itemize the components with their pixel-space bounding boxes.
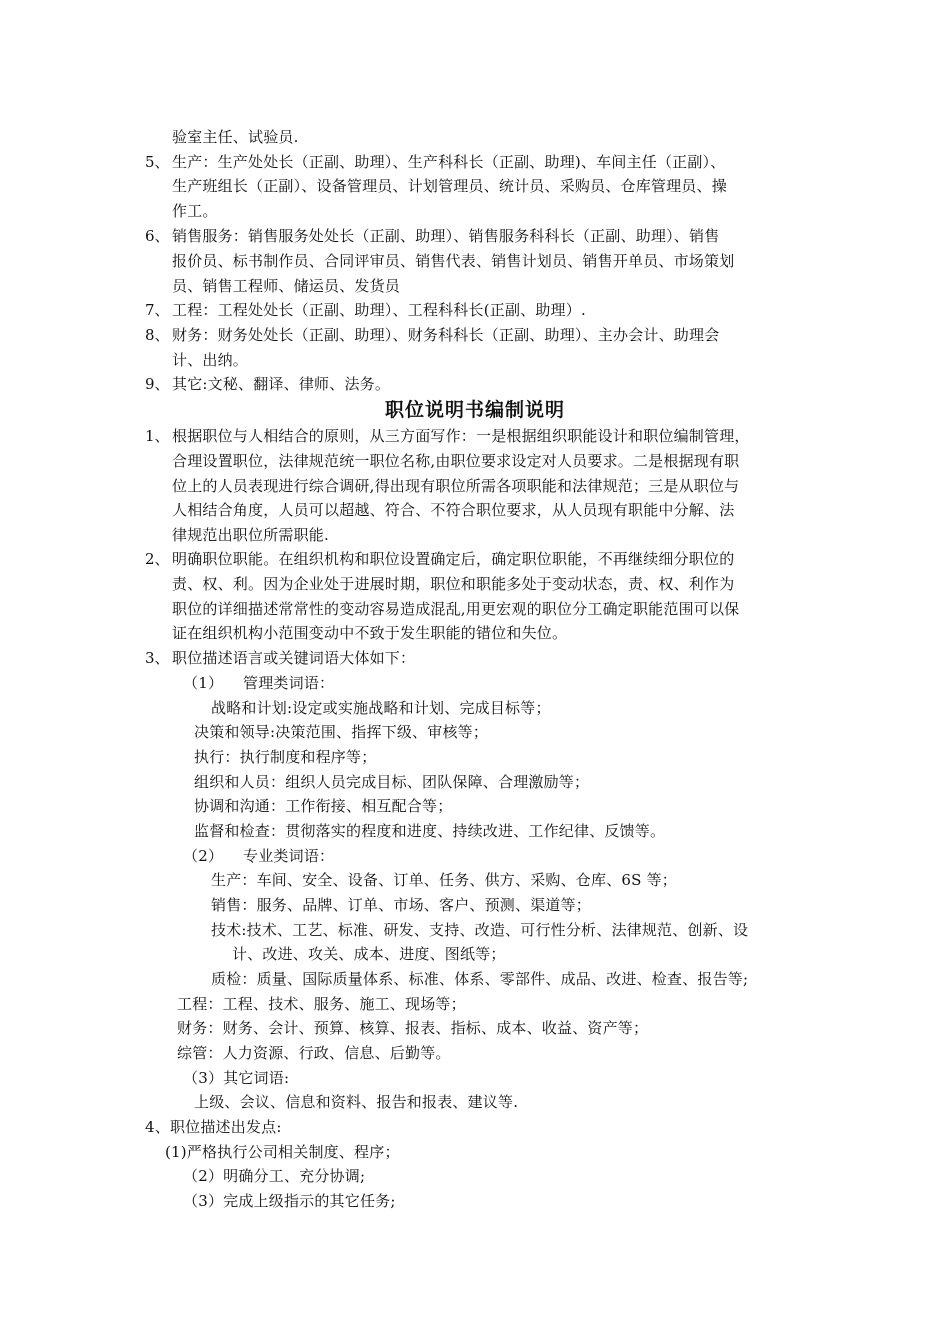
- list-item-text: 报价员、标书制作员、合同评审员、销售代表、销售计划员、销售开单员、市场策划: [172, 252, 735, 270]
- list-item-text: 协调和沟通：工作衔接、相互配合等；: [194, 797, 453, 815]
- list-item-text: （3）完成上级指示的其它任务;: [183, 1192, 396, 1210]
- list-item-text: 人相结合角度，人员可以超越、符合、不符合职位要求，从人员现有职能中分解、法: [172, 501, 735, 519]
- list-item-text: 作工。: [172, 202, 218, 220]
- subsection-heading: （2） 专业类词语：: [183, 847, 335, 865]
- list-item-text: 明确职位职能。在组织机构和职位设置确定后，确定职位职能，不再继续细分职位的: [172, 550, 735, 568]
- list-item-text: 律规范出职位所需职能.: [172, 526, 329, 544]
- list-item-text: 组织和人员：组织人员完成目标、团队保障、合理激励等；: [194, 773, 590, 791]
- list-number: 3、: [145, 649, 170, 667]
- list-item-text: 战略和计划:设定或实施战略和计划、完成目标等；: [211, 699, 551, 717]
- list-number: 2、: [145, 550, 170, 568]
- list-number: 8、: [145, 326, 170, 344]
- list-number: 9、: [145, 375, 170, 393]
- list-item-text: 计、改进、攻关、成本、进度、图纸等；: [232, 945, 506, 963]
- list-item-text: （2）明确分工、充分协调;: [183, 1167, 366, 1185]
- subsection-heading: （1） 管理类词语：: [183, 674, 335, 692]
- list-number: 6、: [145, 227, 170, 245]
- list-item-text: 销售：服务、品牌、订单、市场、客户、预测、渠道等；: [211, 896, 592, 914]
- list-item-text: (1)严格执行公司相关制度、程序；: [165, 1143, 400, 1161]
- list-item-text: 工程：工程、技术、服务、施工、现场等；: [177, 995, 466, 1013]
- list-item-text: 位上的人员表现进行综合调研,得出现有职位所需各项职能和法律规范；三是从职位与: [172, 477, 740, 495]
- list-item-text: 合理设置职位，法律规范统一职位名称,由职位要求设定对人员要求。二是根据现有职: [172, 452, 740, 470]
- list-item-text: 职位的详细描述常常性的变动容易造成混乱,用更宏观的职位分工确定职能范围可以保: [172, 600, 740, 618]
- list-item-text: 根据职位与人相结合的原则，从三方面写作：一是根据组织职能设计和职位编制管理，: [172, 427, 750, 445]
- list-item-text: 生产：车间、安全、设备、订单、任务、供方、采购、仓库、6S 等；: [211, 871, 677, 889]
- list-item-text: 执行：执行制度和程序等；: [194, 748, 377, 766]
- list-item-text: 4、职位描述出发点:: [145, 1118, 282, 1136]
- list-item-text: 技术:技术、工艺、标准、研发、支持、改造、可行性分析、法律规范、创新、设: [211, 921, 749, 939]
- list-item-text: 财务：财务处处长（正副、助理）、财务科科长（正副、助理）、主办会计、助理会: [172, 326, 720, 344]
- list-item-text: 证在组织机构小范围变动中不致于发生职能的错位和失位。: [172, 624, 568, 642]
- list-item-text: 综管：人力资源、行政、信息、后勤等。: [177, 1044, 451, 1062]
- list-number: 1、: [145, 427, 170, 445]
- list-item-text: 质检：质量、国际质量体系、标准、体系、零部件、成品、改进、检查、报告等;: [211, 970, 749, 988]
- list-item-text: 工程：工程处处长（正副、助理）、工程科科长(正副、助理）.: [172, 301, 586, 319]
- section-title: 职位说明书编制说明: [384, 399, 565, 421]
- list-item-text: 计、出纳。: [172, 351, 249, 369]
- list-item-text: 职位描述语言或关键词语大体如下：: [172, 649, 416, 667]
- list-item-text: 生产：生产处处长（正副、助理）、生产科科长（正副、助理)、车间主任（正副）、: [172, 153, 726, 171]
- list-item-text: 财务：财务、会计、预算、核算、报表、指标、成本、收益、资产等；: [177, 1019, 649, 1037]
- list-number: 5、: [145, 153, 170, 171]
- list-item-text: 验室主任、试验员.: [172, 128, 299, 146]
- list-item-text: 上级、会议、信息和资料、报告和报表、建议等.: [194, 1093, 519, 1111]
- list-number: 7、: [145, 301, 170, 319]
- list-item-text: 监督和检查：贯彻落实的程度和进度、持续改进、工作纪律、反馈等。: [194, 822, 666, 840]
- subsection-heading: （3）其它词语:: [183, 1069, 290, 1087]
- list-item-text: 生产班组长（正副）、设备管理员、计划管理员、统计员、采购员、仓库管理员、操: [172, 177, 727, 195]
- list-item-text: 其它:文秘、翻译、律师、法务。: [172, 375, 391, 393]
- list-item-text: 员、销售工程师、储运员、发货员: [172, 277, 401, 295]
- list-item-text: 决策和领导:决策范围、指挥下级、审核等；: [194, 723, 489, 741]
- list-item-text: 销售服务：销售服务处处长（正副、助理）、销售服务科科长（正副、助理）、销售: [172, 227, 720, 245]
- list-item-text: 责、权、利。因为企业处于进展时期，职位和职能多处于变动状态，责、权、利作为: [172, 575, 735, 593]
